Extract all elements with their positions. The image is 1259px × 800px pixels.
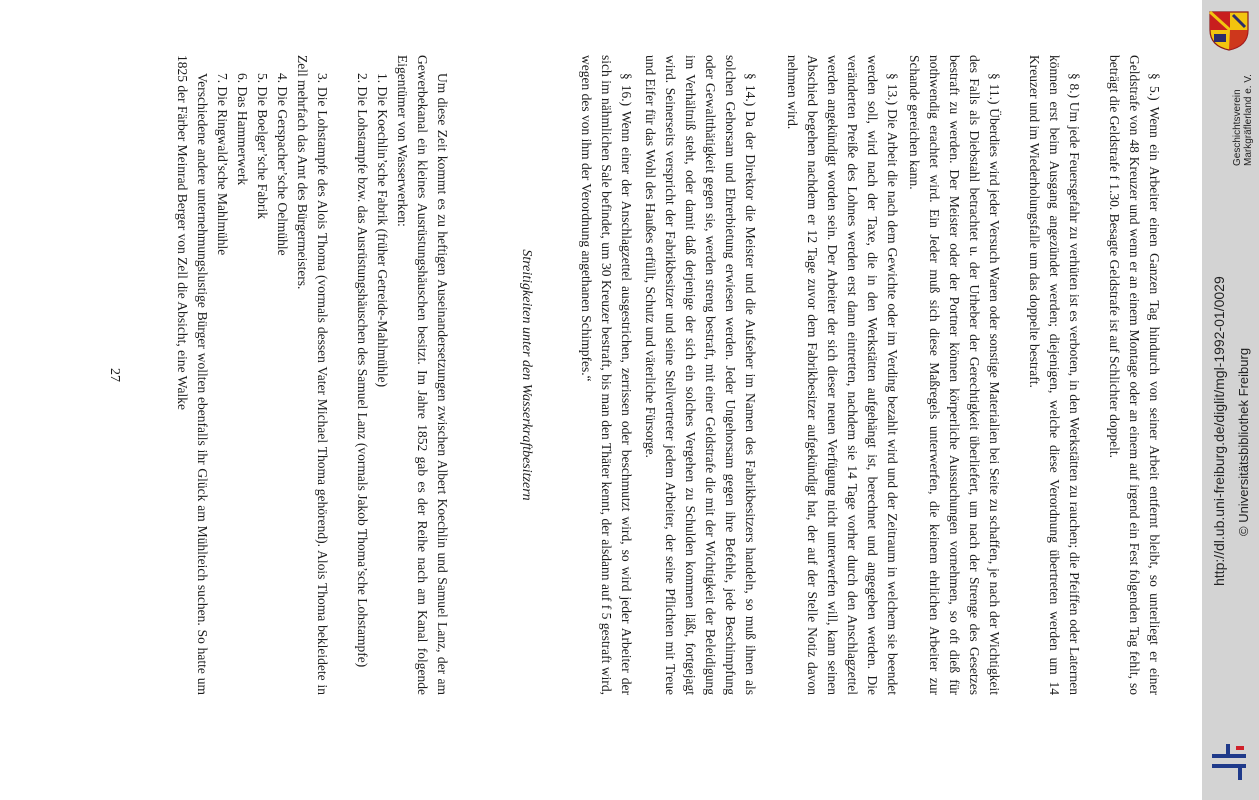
paragraph-11: § 11.) Überdies wird jeder Versuch Waren oder sonstige Materialien bei Seite zu schaffen, je nach der Wichtigkeit des Falls als Diebstahl betrachtet u. der Urheber der Gerechtigkeit überliefert, um nach der Strenge des Gesetzes bestraft zu werden. Der Meister oder der Portner können körperliche Aussuchungen vornehmen, so oft dieß für nothwendig erachtet wird. Ein Jeder muß sich diese Maßregels unterwerfen, die keinem ehrlichen Arbeiter zur Schande gereichen kann.: [907, 55, 1002, 695]
list-item: 6. Das Hammerwerk: [235, 73, 250, 186]
society-crest-icon: [1206, 8, 1252, 52]
section-heading: Streitigkeiten unter den Wasserkraftbesitzern: [519, 249, 534, 501]
document-url[interactable]: http://dl.ub.uni-freiburg.de/diglit/mgl-1992-01/0029: [1211, 276, 1227, 586]
paragraph-8: § 8.) Um jede Feuersgefahr zu verhüten ist es verboten, in den Werkstätten zu rauchen; die Pfeiffen oder Laternen können erst beim Ausgang angezündet werden; diejenigen, welche diese Verordnung übertreten werden um 14 Kreuzer und im Wiederholungsfalle um das doppelte bestraft.: [1027, 55, 1082, 695]
society-name-line2: Markgräflerland e. V.: [1243, 74, 1254, 166]
copyright-notice: © Universitätsbibliothek Freiburg: [1236, 347, 1251, 536]
list-item: 5. Die Boelger’sche Fabrik: [255, 73, 270, 219]
society-name: [1232, 74, 1254, 166]
section-paragraph-intro: Um diese Zeit kommt es zu heftigen Auseinandersetzungen zwischen Albert Koechlin und Samuel Lanz, der am Gewerbekanal ein kleines Ausrüstungshäuschen besitzt. Im Jahre 1852 gab es der Reihe nach am Kanal folgende Eigentümer von Wasserwerken:: [395, 55, 450, 695]
section-paragraph-closing: Verschiedene andere unternehmungslustige Bürger wollten ebenfalls ihr Glück am Mühlteich suchen. So hatte um 1825 der Färber Meinrad Berger von Zell die Absicht, eine Walke: [175, 55, 210, 695]
paragraph-5: § 5.) Wenn ein Arbeiter einen Ganzen Tag hindurch von seiner Arbeit entfernt bleibt, so unterliegt er einer Geldstrafe von 48 Kreuzer und wenn er an einem Montage oder an einem auf irgend ein Fest folgenden Tag fehlt, so beträgt die Geldstrafe f 1.30. Besagte Geldstrafe ist auf Schlichter doppelt.: [1107, 55, 1162, 695]
paragraph-16: § 16.) Wenn einer der Anschlagzettel ausgestrichen, zerrissen oder beschmutzt wird, so wird jeder Arbeiter der sich im nähmlichen Sale befindet, um 30 Kreuzer bestraft, bis man den Thäter kennt, der alsdann auf f 5 gestraft wird, wegen des von ihm der Verordnung angethanen Schimpfes.“: [579, 55, 634, 695]
page-number: 27: [107, 368, 122, 382]
society-name-line1: Geschichtsverein: [1232, 89, 1243, 166]
list-item: 1. Die Koechlin’sche Fabrik (früher Getreide-Mahlmühle): [375, 73, 390, 388]
document-page: [9, 55, 1164, 740]
list-item: 7. Die Ringwald’sche Mahlmühle: [215, 73, 230, 256]
university-library-logo-icon: [1206, 740, 1252, 786]
paragraph-13: § 13.) Die Arbeit die nach dem Gewichte oder im Verding bezahlt wird und der Zeitraum in welchem sie beendet werden soll, wird nach der Taxe, die in den Werkstätten aufgehängt ist, berechnet und angegeben werden. Die veränderten Preiße des Lohnes werden erst dann eintretten, nachdem sie 14 Tage vorher durch den Anschlagzettel werden angekündigt worden sein. Der Arbeiter der sich dieser neuen Verfügung nicht unterwerfen will, kann seinen Abschied begehen nachdem er 12 Tage zuvor dem Fabrikbesitzer aufgekündigt hat, der auf der Stelle Notiz davon nehmen wird.: [785, 55, 900, 695]
paragraph-14: § 14.) Da der Direktor die Meister und die Aufseher im Namen des Fabrikbesitzers handeln, so muß ihnen als solchen Gehorsam und Ehrerbietung erwiesen werden. Jeder Ungehorsam gegen ihre Befehle, jede Beschimpfung oder Gewaltthätigkeit gegen sie, werden streng bestraft, mit einer Geldstrafe die mit der Wichtigkeit der Beleidigung im Verhältniß steht, oder damit daß derjenige der sich ein solches Vergehen zu Schulden kommen läßt, fortgejagt wird. Seinerseits verspricht der Fabrikbesitzer und seine Stellvertreter jedem Arbeiter, der seine Pflichten mit Treue und Eifer für das Wohl des Haußes erfüllt, Schutz und väterliche Fürsorge.: [643, 55, 758, 695]
list-item: 3. Die Lohstampfe des Alois Thoma (vormals dessen Vater Michael Thoma gehörend). Alois Thoma bekleidete in Zell mehrfach das Amt des Bürgermeisters.: [295, 55, 330, 695]
list-item: 4. Die Gerspacher’sche Oelmühle: [275, 73, 290, 256]
list-item: 2. Die Lohstampfe bzw. das Ausrüstungshäuschen des Samuel Lanz (vormals Jakob Thoma’sche Lohstampfe): [355, 73, 370, 668]
